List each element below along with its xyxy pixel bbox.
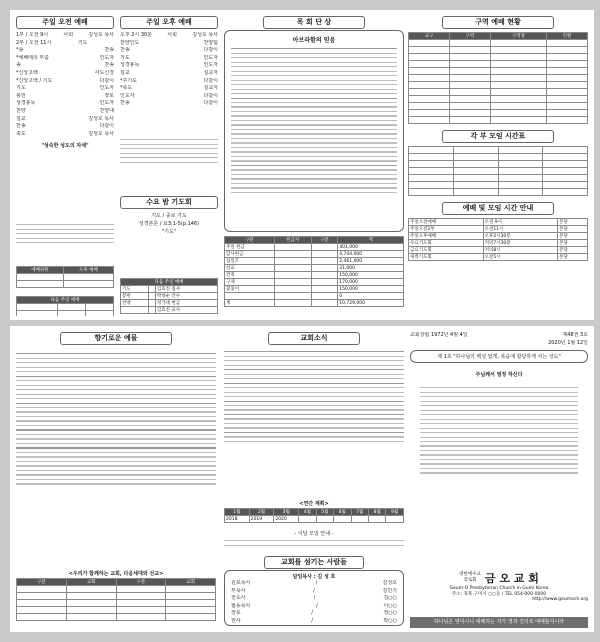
pastoral-article [224,16,404,316]
pastoral-corner-title: 목 회 단 상 [263,16,365,29]
order-item: 찬양 찬양대 [16,107,114,114]
district-row [409,96,588,103]
hymn-title: 주님께서 열정 하신다 [475,372,523,379]
meeting-row [409,154,588,161]
denomination: 대한예수교 [459,572,481,577]
mission-table-title: <우리가 함께하는 교회, 다음세대와 선교> [68,571,164,577]
offering-list-column [16,332,216,628]
bulletin-inner-page-right [218,10,594,320]
order-item: *송 찬송 [16,47,114,54]
prayer-meeting-title: 수요 밤 기도회 [120,196,218,209]
morning-text-lines [16,221,114,261]
worship-staff-table: 예배위원 오후 예배 [16,266,114,288]
offering-list-lines [16,350,216,550]
cover-column [410,332,588,628]
order-item: *예배에의 부름 인도자 [16,54,114,61]
order-item: *신앙고백 사도신경 [16,69,114,76]
pastoral-text-lines [231,45,397,196]
district-row [409,47,588,54]
worship-guide-row: 주일오전예배 오전 9시 본당 [409,219,588,226]
evening-service-column [120,16,218,316]
offering-row: 십일조 2,461,000 [225,258,404,265]
order-item: 1부 / 오전 9시 사회 김성호 목사 [16,32,114,38]
order-item: *축도 설교자 [120,85,218,92]
district-row [409,75,588,82]
order-item: 찬송 다같이 [16,123,114,130]
order-item: 기도 인도자 [120,54,218,61]
offering-row: 계 10,729,000 [225,300,404,307]
order-item: 봉헌 장로 [16,92,114,99]
meeting-row [409,189,588,196]
prayer-scripture: 성경본문 / 요3:1-5(p.146) [138,221,200,227]
meeting-row [409,168,588,175]
service-note: "성숙한 성도의 자세" [41,143,89,150]
staff-row: 부목사 / 김인기 [231,587,397,594]
district-row [409,103,588,110]
staff-list [225,580,403,626]
meeting-row [409,182,588,189]
offering-row: 구제 170,000 [225,279,404,286]
district-row [409,61,588,68]
schedule-title: <연간 계획> [299,501,329,507]
morning-service-column [16,16,114,316]
district-column [408,16,588,316]
order-item: *주기도 다같이 [120,77,218,84]
meeting-lines [224,537,404,557]
worship-guide-row: 주일오후예배 오후2시30분 본당 [409,233,588,240]
news-lines [224,348,404,488]
morning-service-title: 주일 오전 예배 [16,16,114,29]
order-item: 설교 김성호 목사 [16,115,114,122]
meeting-time-title: 각 부 모임 시간표 [442,130,554,143]
staff-row: 원로목사 / 김성호 [231,580,397,586]
church-news-column [224,332,404,628]
senior-pastor: 담임목사 : 김 성 호 [292,574,336,580]
church-english-name: Geum-O Presbyterian Church in Gumi Korea [449,586,549,591]
evening-text-lines [120,136,218,176]
worship-table-2: 다음 주일 예배 [16,296,114,316]
bulletin-outer-page-right [218,326,594,632]
meeting-row [409,147,588,154]
church-website[interactable]: http://www.geumoch.org [532,597,588,602]
church-news-title: 교회소식 [268,332,360,345]
staff-row: 장로 / 정○○ [231,610,397,617]
church-address: 주소: 경북 구미시 ○○동 / TEL 054-000-0000 [451,592,547,597]
order-item: 축도 김성호 목사 [16,130,114,137]
worship-guide-table [408,218,588,261]
prayer-sub: 기도 / 중보 기도 [151,213,187,219]
cover-text-lines [420,384,578,477]
district-row [409,40,588,47]
establishment: 교회창립 1972년 4월 4일 [410,332,468,338]
offering-row: 0 [225,293,404,300]
morning-order-list [16,32,114,138]
order-item: 송 찬송 [16,62,114,69]
offering-table: 구분 헌금자 구분 계 주일 헌금 401,000 감사헌금 4,744,000 십일조 2,461,000 선교 31,000 건축 150,000 구제 170,000 꽃꽂이 150,000 0 계 10,729,000 [224,236,404,307]
offering-row: 건축 150,000 [225,272,404,279]
meeting-row [409,161,588,168]
yearly-motto-box [410,350,588,363]
mission-table: 구분 교회 구분 교회 [16,578,216,621]
district-row [409,117,588,124]
worship-guide-row: 주일오전2부 오전11시 본당 [409,226,588,233]
next-week-table: 다음 주일 예배 기도 김효진 집사 봉헌 박창순 안수 찬양 성가대 헌금 김효진 교사 [120,278,218,314]
volume: 제48권 3호 [562,332,588,338]
offering-row: 주일 헌금 401,000 [225,244,404,251]
offering-row: 감사헌금 4,744,000 [225,251,404,258]
worship-guide-row: 금요기도회 저녁8시 본당 [409,247,588,254]
evening-service-title: 주일 오후 예배 [120,16,218,29]
offering-row: 선교 31,000 [225,265,404,272]
district-row [409,110,588,117]
order-item: 찬양인도 찬양팀 [120,39,218,46]
order-item: 인도자 다같이 [120,92,218,99]
cover-footer-banner: 하나님은 영이시니 예배하는 자가 영과 진리로 예배할지니라 [410,617,588,628]
order-item: 설교 설교자 [120,69,218,76]
yearly-motto: 제 1호 "하나님의 백성 답게, 복음에 합당하게 사는 성도" [437,354,561,361]
prayer-theme: "기도" [161,229,177,235]
order-item: 성경봉독 인도자 [120,62,218,69]
denomination-2: 장로회 [463,578,477,583]
offering-row: 꽃꽂이 150,000 [225,286,404,293]
staff-row: 전도사 / 김○○ [231,595,397,602]
order-item: 찬송 다같이 [120,47,218,54]
worship-guide-row: 수요기도회 저녁7시30분 본당 [409,240,588,247]
order-item: *신앙고백 / 기도 다같이 [16,77,114,84]
district-row [409,54,588,61]
evening-order-list [120,32,218,108]
monthly-meeting-title: - 이달 모임 안내 - [294,531,334,537]
staff-row: 권사 / 박○○ [231,617,397,624]
order-item: 찬송 다같이 [120,100,218,107]
staff-row: 협동목사 / 이○○ [231,602,397,609]
offering-list-title: 향기로운 예물 [60,332,172,345]
order-item: 성경봉독 인도자 [16,100,114,107]
order-item: 기도 인도자 [16,85,114,92]
worship-guide-title: 예배 및 모임 시간 안내 [442,202,554,215]
district-row [409,89,588,96]
worship-guide-row: 새벽기도회 오전5시 본당 [409,254,588,261]
staff-title: 교회를 섬기는 사람들 [264,556,364,569]
order-item: 오후 2시 30분 사회 김성호 목사 [120,32,218,38]
pastoral-subtitle: 아브라함의 믿음 [292,37,336,44]
district-table: 교구 구역 구역장 인원 [408,32,588,124]
pastoral-text-box [224,30,404,232]
church-name: 금 오 교 회 [484,572,539,585]
district-title: 구역 예배 현황 [442,16,554,29]
order-item: 2부 / 오전 11시 기도 [16,39,88,46]
staff-box [224,570,404,626]
district-row [409,68,588,75]
meeting-row [409,175,588,182]
district-row [409,82,588,89]
church-logo-block [410,570,588,602]
schedule-table: 1월 2월 3월 4월 5월 6월 7월 8월 9월 2018 2019 2020 [224,508,404,523]
issue-date: 2020년 1월 12일 [548,339,588,346]
meeting-table [408,146,588,196]
